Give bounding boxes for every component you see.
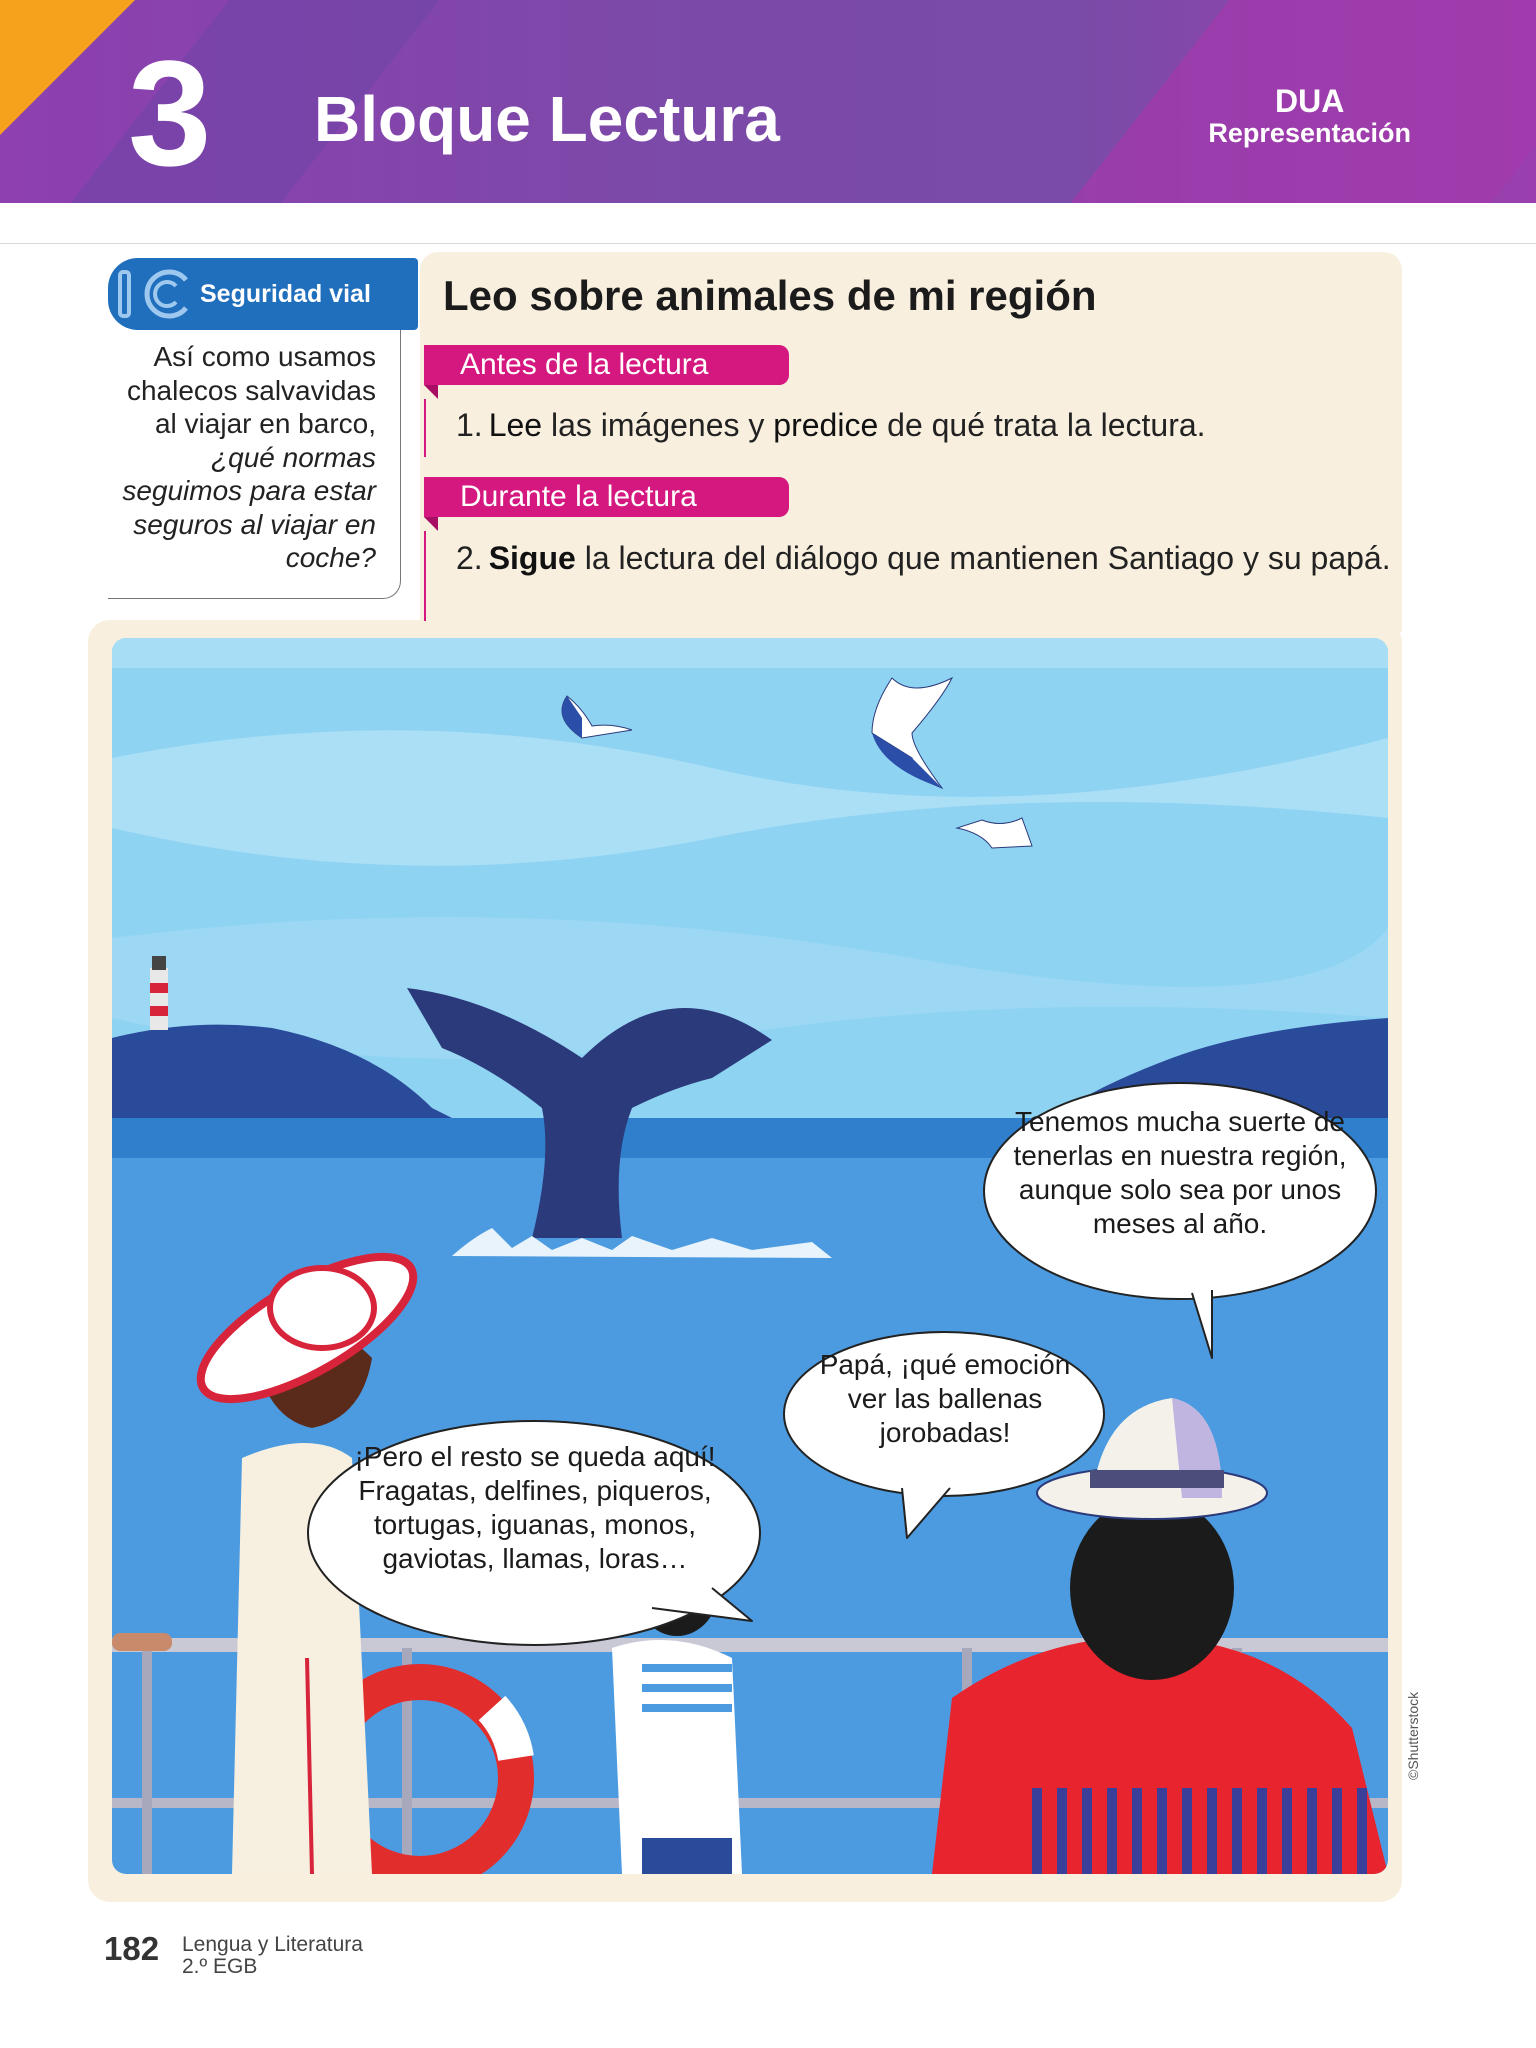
header-divider [0,243,1536,244]
sidebar-tab-label: Seguridad vial [200,280,371,308]
verb: Lee [488,407,543,443]
dua-label: DUA [1275,83,1345,119]
instruction-text: de qué trata la lectura. [878,407,1206,443]
speech-bubble-boy: Papá, ¡qué emoción ver las ballenas jorobadas! [819,1349,1071,1448]
corner-accent [0,0,135,135]
subject-name: Lengua y Literatura [182,1933,363,1956]
sidebar-question [100,340,376,575]
speech-bubble-father: Tenemos mucha suerte de tenerlas en nuestra región, aunque solo sea por unos meses al año. [1013,1106,1347,1239]
instruction-number: 2. [456,540,483,576]
verb: predice [773,407,879,443]
section-title: Leo sobre animales de mi región [443,272,1097,319]
accent-bar [424,531,426,621]
whale-watching-illustration [112,638,1388,1874]
unit-header-band [0,0,1536,203]
instruction-1 [456,404,1376,446]
ic-logo-icon [116,266,196,322]
during-reading-label: Durante la lectura [424,477,789,517]
accent-bar [424,399,426,457]
footer-subject [182,1934,363,1978]
scene-art [112,638,1388,1874]
grade-level: 2.º EGB [182,1955,258,1978]
dua-subtitle: Representación [1208,118,1411,148]
before-reading-label: Antes de la lectura [424,345,789,385]
verb: Sigue [488,540,576,576]
sidebar-text-italic: ¿qué normas seguimos para estar seguros al viajar en coche? [122,441,376,573]
instruction-text: las imágenes y [542,407,774,443]
sidebar-text: Así como usamos chalecos salvavidas al viajar en barco, [126,341,376,439]
unit-number: 3 [128,29,212,197]
page-number: 182 [104,1930,160,1967]
image-credit: ©Shutterstock [1405,1691,1421,1780]
instruction-number: 1. [456,407,483,443]
speech-bubble-mother: ¡Pero el resto se queda aquí! Fragatas, delfines, piqueros, tortugas, iguanas, monos, gaviotas, llamas, loras… [354,1441,716,1574]
unit-title: Bloque Lectura [314,83,780,155]
instruction-2 [456,537,1396,579]
instruction-text: la lectura del diálogo que mantienen Santiago y su papá. [575,540,1391,576]
sidebar-tab [108,258,418,330]
dua-badge [1208,84,1411,148]
